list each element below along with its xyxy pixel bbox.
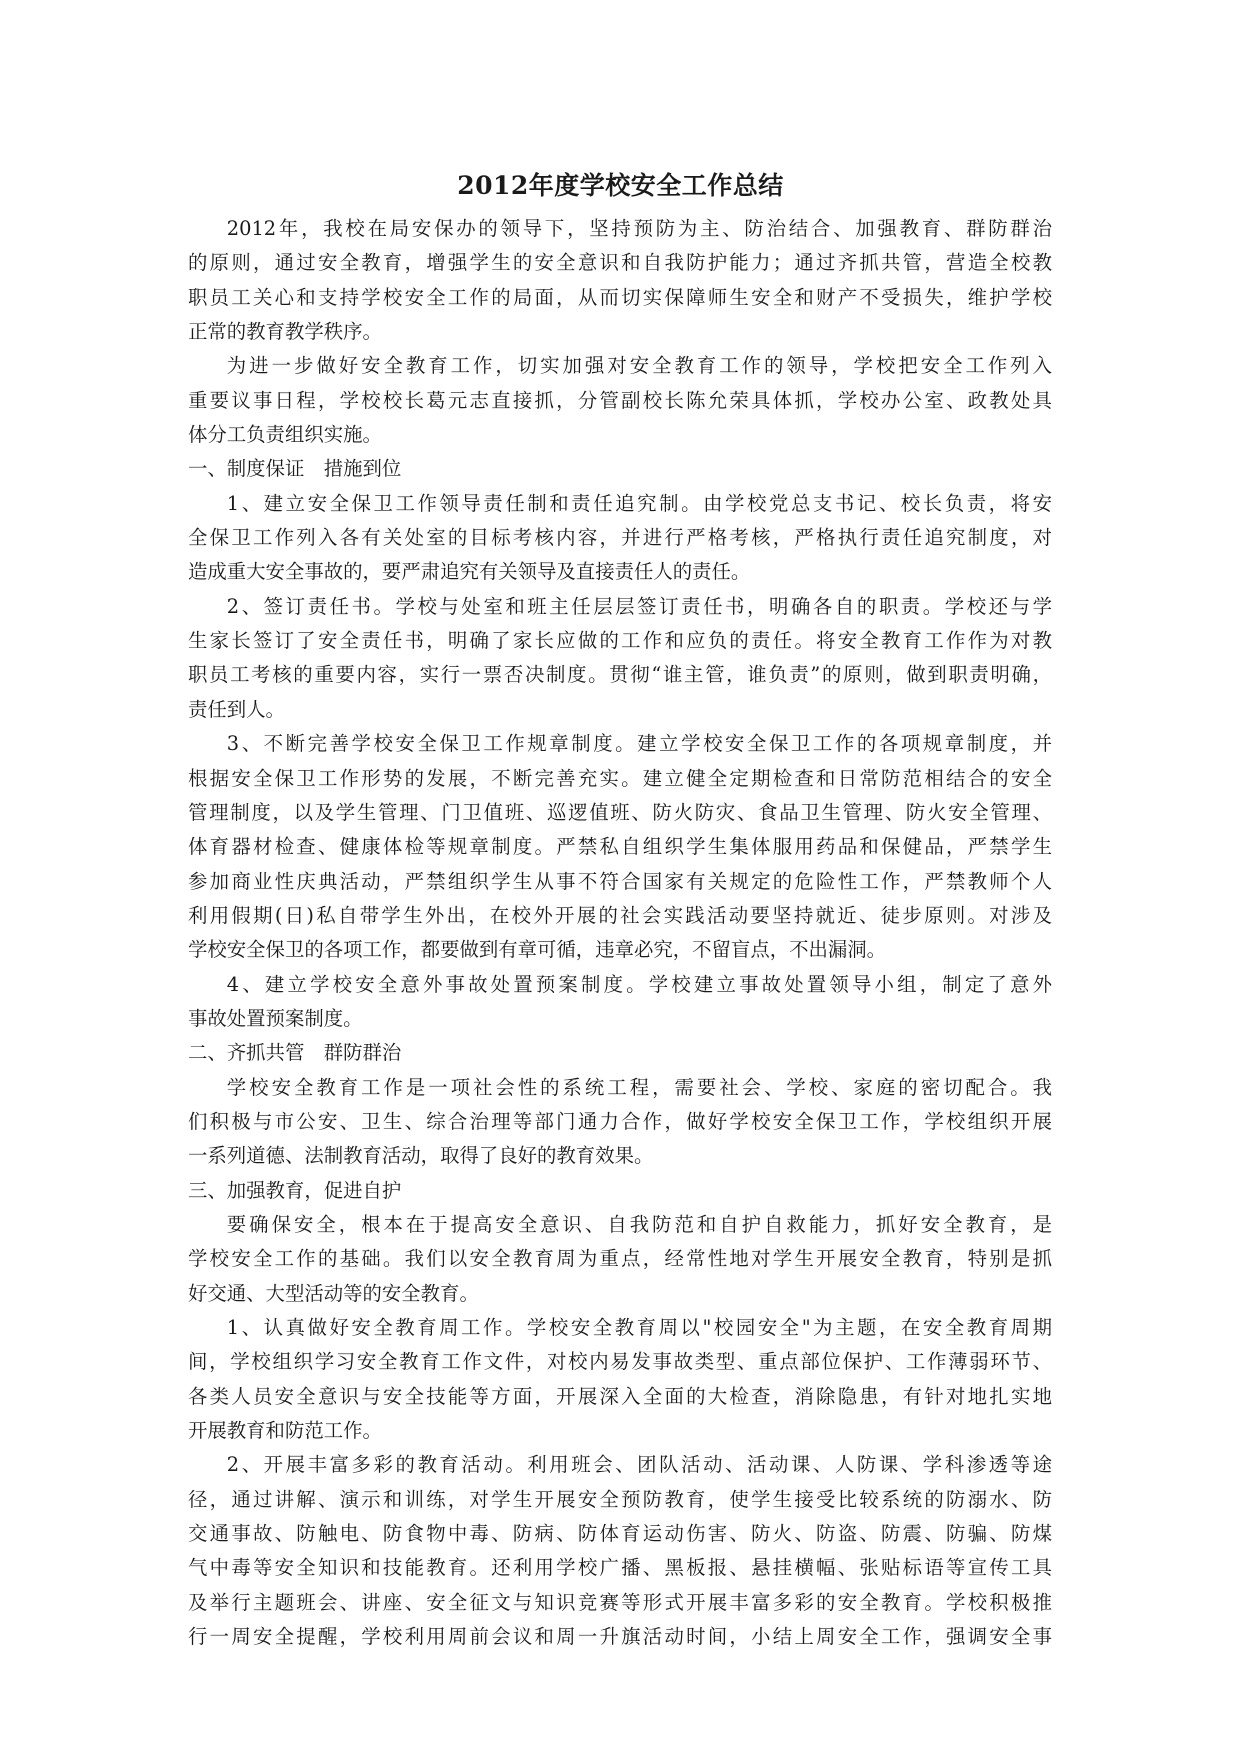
text-line: 2、签订责任书。学校与处室和班主任层层签订责任书，明确各自的职责。学校还与学: [226, 594, 1052, 618]
text-line: 1、认真做好安全教育周工作。学校安全教育周以"校园安全"为主题，在安全教育周期: [226, 1316, 1052, 1339]
text-line: 职员工考核的重要内容，实行一票否决制度。贯彻“谁主管，谁负责”的原则，做到职责明确，: [188, 663, 1052, 687]
text-line: 径，通过讲解、演示和训练，对学生开展安全预防教育，使学生接受比较系统的防溺水、防: [188, 1487, 1052, 1511]
text-line: 气中毒等安全知识和技能教育。还利用学校广播、黑板报、悬挂横幅、张贴标语等宣传工具: [188, 1556, 1052, 1580]
document-body: [188, 212, 1052, 1654]
document-title: 2012年度学校安全工作总结: [457, 171, 784, 200]
section-heading: [188, 1036, 1052, 1070]
paragraph: [188, 590, 1052, 727]
text-line: 的原则，通过安全教育，增强学生的安全意识和自我防护能力；通过齐抓共管，营造全校教: [188, 251, 1052, 275]
paragraph: [188, 212, 1052, 349]
text-line: 间，学校组织学习安全教育工作文件，对校内易发事故类型、重点部位保护、工作薄弱环节、: [188, 1350, 1052, 1374]
text-line: 为进一步做好安全教育工作，切实加强对安全教育工作的领导，学校把安全工作列入: [226, 354, 1052, 378]
text-line: 3、不断完善学校安全保卫工作规章制度。建立学校安全保卫工作的各项规章制度，并: [226, 732, 1052, 756]
text-line: 学校安全保卫的各项工作，都要做到有章可循，违章必究，不留盲点，不出漏洞。: [188, 938, 887, 962]
text-line: 利用假期(日)私自带学生外出，在校外开展的社会实践活动要坚持就近、徒步原则。对涉及: [188, 903, 1052, 927]
text-line: 开展教育和防范工作。: [188, 1419, 382, 1443]
text-line: 责任到人。: [188, 697, 285, 721]
paragraph: [188, 487, 1052, 590]
text-line: 及举行主题班会、讲座、安全征文与知识竞赛等形式开展丰富多彩的安全教育。学校积极推: [188, 1590, 1052, 1614]
paragraph: [188, 1208, 1052, 1311]
paragraph: [188, 1071, 1052, 1174]
text-line: 学校安全工作的基础。我们以安全教育周为重点，经常性地对学生开展安全教育，特别是抓: [188, 1247, 1052, 1271]
section-heading: [188, 1174, 1052, 1208]
text-line: 重要议事日程，学校校长葛元志直接抓，分管副校长陈允荣具体抓，学校办公室、政教处具: [188, 388, 1052, 412]
text-line: 体分工负责组织实施。: [188, 423, 382, 447]
text-line: 们积极与市公安、卫生、综合治理等部门通力合作，做好学校安全保卫工作，学校组织开展: [188, 1109, 1052, 1133]
text-line: 事故处置预案制度。: [188, 1006, 363, 1030]
paragraph: [188, 349, 1052, 452]
text-line: 全保卫工作列入各有关处室的目标考核内容，并进行严格考核，严格执行责任追究制度，对: [188, 526, 1052, 550]
text-line: 学校安全教育工作是一项社会性的系统工程，需要社会、学校、家庭的密切配合。我: [226, 1075, 1052, 1099]
text-line: 职员工关心和支持学校安全工作的局面，从而切实保障师生安全和财产不受损失，维护学校: [188, 285, 1052, 309]
paragraph: [188, 1448, 1052, 1654]
text-line: 生家长签订了安全责任书，明确了家长应做的工作和应负的责任。将安全教育工作作为对教: [188, 629, 1052, 653]
text-line: 正常的教育教学秩序。: [188, 320, 382, 344]
text-line: 好交通、大型活动等的安全教育。: [188, 1281, 479, 1305]
text-line: 体育器材检查、健康体检等规章制度。严禁私自组织学生集体服用药品和保健品，严禁学生: [188, 835, 1052, 859]
text-line: 要确保安全，根本在于提高安全意识、自我防范和自护自救能力，抓好安全教育，是: [226, 1212, 1052, 1236]
text-line: 行一周安全提醒，学校利用周前会议和周一升旗活动时间，小结上周安全工作，强调安全事: [188, 1625, 1052, 1649]
paragraph: [188, 727, 1052, 967]
text-line: 2、开展丰富多彩的教育活动。利用班会、团队活动、活动课、人防课、学科渗透等途: [226, 1453, 1052, 1477]
text-line: 根据安全保卫工作形势的发展，不断完善充实。建立健全定期检查和日常防范相结合的安全: [188, 766, 1052, 790]
section-heading: [188, 452, 1052, 486]
paragraph: [188, 1311, 1052, 1448]
text-line: 各类人员安全意识与安全技能等方面，开展深入全面的大检查，消除隐患，有针对地扎实地: [188, 1384, 1052, 1408]
text-line: 4、建立学校安全意外事故处置预案制度。学校建立事故处置领导小组，制定了意外: [226, 972, 1052, 996]
paragraph: [188, 968, 1052, 1037]
text-line: 造成重大安全事故的，要严肃追究有关领导及直接责任人的责任。: [188, 560, 751, 584]
heading-text: 二、齐抓共管 群防群治: [188, 1041, 402, 1065]
text-line: 参加商业性庆典活动，严禁组织学生从事不符合国家有关规定的危险性工作，严禁教师个人: [188, 869, 1052, 893]
text-line: 管理制度，以及学生管理、门卫值班、巡逻值班、防火防灾、食品卫生管理、防火安全管理、: [188, 800, 1052, 824]
text-line: 一系列道德、法制教育活动，取得了良好的教育效果。: [188, 1144, 654, 1168]
text-line: 1、建立安全保卫工作领导责任制和责任追究制。由学校党总支书记、校长负责，将安: [226, 491, 1052, 515]
text-line: 2012年，我校在局安保办的领导下，坚持预防为主、防治结合、加强教育、群防群治: [226, 217, 1052, 240]
text-line: 交通事故、防触电、防食物中毒、防病、防体育运动伤害、防火、防盗、防震、防骗、防煤: [188, 1522, 1052, 1546]
heading-text: 一、制度保证 措施到位: [188, 457, 402, 481]
heading-text: 三、加强教育，促进自护: [188, 1178, 402, 1202]
